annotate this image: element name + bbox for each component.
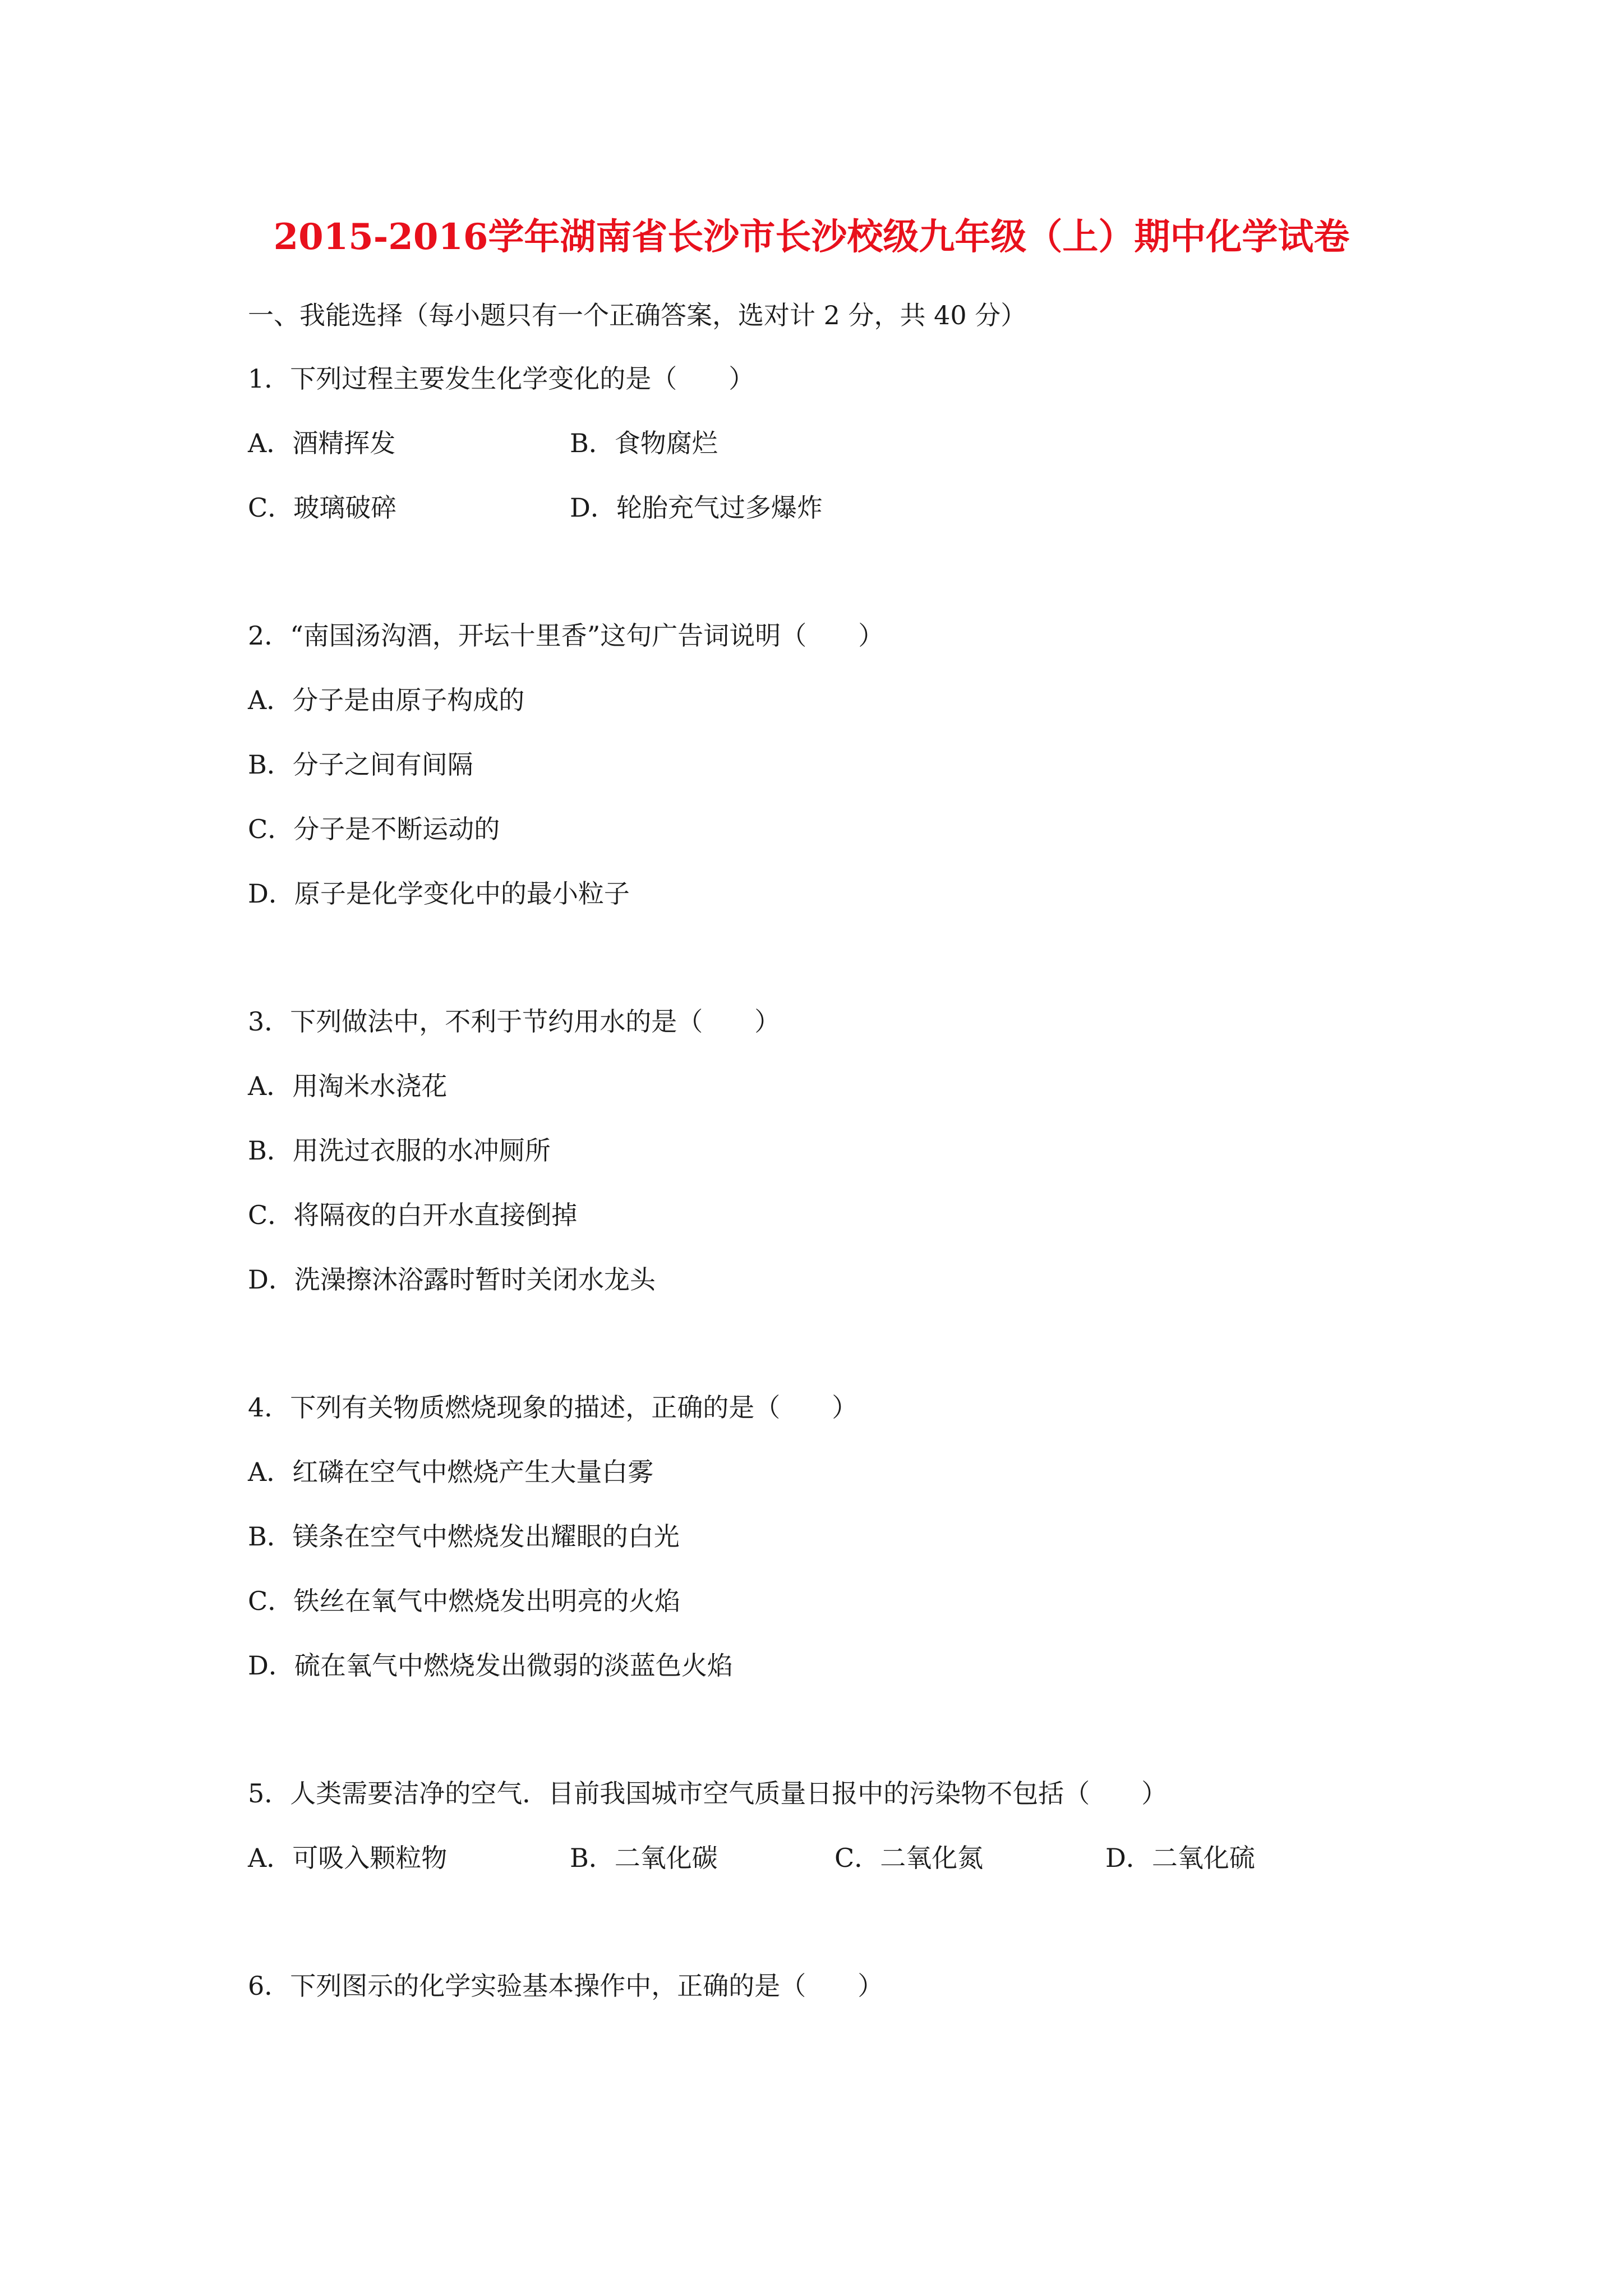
question-6-stem: 6．下列图示的化学实验基本操作中，正确的是（ ） — [248, 1971, 884, 2001]
question-4-option-c: C．铁丝在氧气中燃烧发出明亮的火焰 — [248, 1586, 681, 1616]
question-3-option-a: A．用淘米水浇花 — [248, 1071, 448, 1101]
question-3-option-c: C．将隔夜的白开水直接倒掉 — [248, 1200, 578, 1230]
question-1-stem: 1．下列过程主要发生化学变化的是（ ） — [248, 364, 755, 394]
question-4-option-d: D．硫在氧气中燃烧发出微弱的淡蓝色火焰 — [248, 1650, 733, 1681]
question-4-option-b: B．镁条在空气中燃烧发出耀眼的白光 — [248, 1521, 680, 1552]
section-heading: 一、我能选择（每小题只有一个正确答案，选对计 2 分，共 40 分） — [248, 300, 1027, 330]
question-4-stem: 4．下列有关物质燃烧现象的描述，正确的是（ ） — [248, 1392, 858, 1423]
question-3-option-b: B．用洗过衣服的水冲厕所 — [248, 1135, 551, 1166]
question-1-option-a: A．酒精挥发 — [248, 428, 396, 458]
question-1-option-b: B．食物腐烂 — [570, 428, 718, 458]
question-2-option-c: C．分子是不断运动的 — [248, 814, 500, 844]
question-5-option-b: B．二氧化碳 — [570, 1843, 718, 1873]
question-2-stem: 2．“南国汤沟酒，开坛十里香”这句广告词说明（ ） — [248, 620, 884, 651]
exam-title: 2015-2016学年湖南省长沙市长沙校级九年级（上）期中化学试卷 — [273, 216, 1350, 258]
question-5-option-d: D．二氧化硫 — [1105, 1843, 1255, 1873]
question-2-option-b: B．分子之间有间隔 — [248, 749, 473, 780]
question-5-option-c: C．二氧化氮 — [834, 1843, 984, 1873]
question-2-option-d: D．原子是化学变化中的最小粒子 — [248, 878, 630, 909]
question-2-option-a: A．分子是由原子构成的 — [248, 685, 525, 715]
question-1-option-d: D．轮胎充气过多爆炸 — [570, 493, 823, 523]
question-5-option-a: A．可吸入颗粒物 — [248, 1843, 448, 1873]
question-3-stem: 3．下列做法中，不利于节约用水的是（ ） — [248, 1006, 781, 1037]
question-4-option-a: A．红磷在空气中燃烧产生大量白雾 — [248, 1457, 654, 1487]
question-5-stem: 5．人类需要洁净的空气．目前我国城市空气质量日报中的污染物不包括（ ） — [248, 1778, 1168, 1809]
question-1-option-c: C．玻璃破碎 — [248, 493, 397, 523]
question-3-option-d: D．洗澡擦沐浴露时暂时关闭水龙头 — [248, 1264, 656, 1295]
